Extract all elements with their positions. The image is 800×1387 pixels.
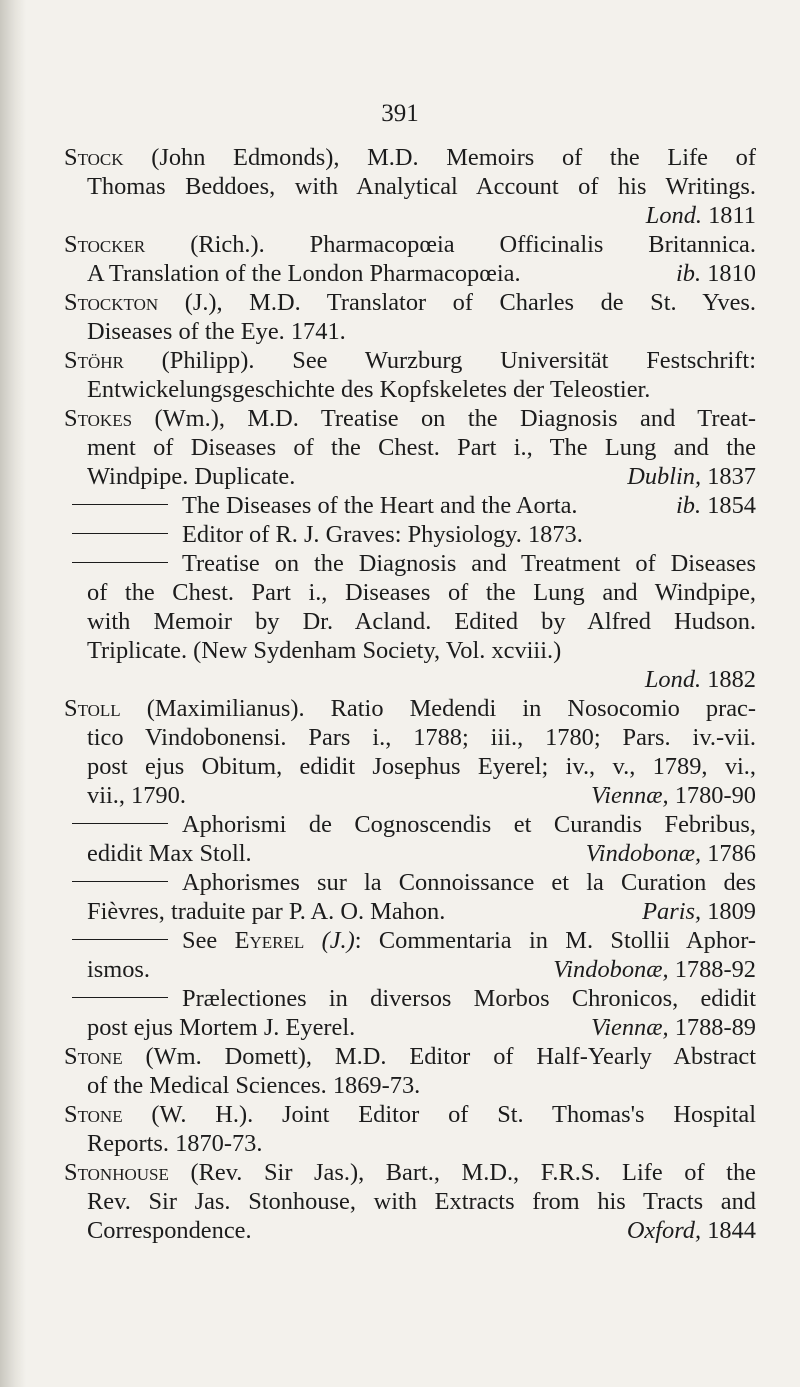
entry-stoll-aphorismi: Aphorismi de Cognoscendis et Curandis Febribus, edidit Max Stoll. Vindobonæ, 1786 [64, 810, 756, 868]
entry-author: Stöhr [64, 347, 124, 374]
entry-imprint: Lond. 1882 [644, 666, 756, 693]
entry-stokes-graves: Editor of R. J. Graves: Physiology. 1873. [64, 520, 756, 549]
entry-author: Stokes [64, 405, 133, 432]
entry-author: Stockton [64, 289, 159, 316]
entry-author: Stone [64, 1043, 123, 1070]
entry-imprint: Paris, 1809 [642, 898, 756, 925]
entry-imprint: Lond. 1811 [645, 202, 756, 229]
entry-author: Stonhouse [64, 1159, 169, 1186]
entry-stoll-aphorismes: Aphorismes sur la Connoissance et la Curation des Fièvres, traduite par P. A. O. Mahon. Paris, 1809 [64, 868, 756, 926]
entry-imprint: Viennæ, 1788-89 [591, 1014, 756, 1041]
entry-imprint: ib. 1854 [676, 492, 756, 519]
page-number: 391 [381, 100, 419, 127]
entry-imprint: Dublin, 1837 [627, 463, 756, 490]
entry-stocker: Stocker (Rich.). Pharmacopœia Officinalis Britannica. A Translation of the London Pharmacopœia. ib. 1810 [64, 231, 756, 287]
entry-stokes-heart: The Diseases of the Heart and the Aorta. ib. 1854 [64, 491, 756, 520]
entry-stock: Stock (John Edmonds), M.D. Memoirs of the Life of Thomas Beddoes, with Analytical Account of his Writings. Lond. 1811 [64, 144, 756, 229]
ditto-dash [72, 562, 168, 563]
entry-author: Stoll [64, 695, 121, 722]
entry-stoll: Stoll (Maximilianus). Ratio Medendi in Nosocomio prac- tico Vindobonensi. Pars i., 1788; iii., 1780; Pars. iv.-vii. post ejus Obitum, edidit Josephus Eyerel; iv., v., 1789, vi., vii., 1790. Viennæ, 1780-90 [64, 695, 756, 809]
entry-stone-wh: Stone (W. H.). Joint Editor of St. Thomas's Hospital Reports. 1870-73. [64, 1101, 756, 1157]
entry-author: Stock [64, 144, 124, 171]
entry-imprint: Oxford, 1844 [626, 1217, 756, 1244]
entry-stonhouse: Stonhouse (Rev. Sir Jas.), Bart., M.D., F.R.S. Life of the Rev. Sir Jas. Stonhouse, with Extracts from his Tracts and Correspondence. Oxford, 1844 [64, 1159, 756, 1244]
entry-stone-wm: Stone (Wm. Domett), M.D. Editor of Half-Yearly Abstract of the Medical Sciences. 1869-73. [64, 1043, 756, 1099]
entry-stokes: Stokes (Wm.), M.D. Treatise on the Diagnosis and Treat- ment of Diseases of the Chest. Part i., The Lung and the Windpipe. Duplicate. Dublin, 1837 [64, 405, 756, 490]
entry-author: Stocker [64, 231, 146, 258]
ditto-dash [72, 823, 168, 824]
entry-stokes-treatise: Treatise on the Diagnosis and Treatment of Diseases of the Chest. Part i., Diseases of the Lung and Windpipe, with Memoir by Dr. Acland. Edited by Alfred Hudson. Triplicate. (New Sydenham Society, Vol. xcviii.) Lond. 1882 [64, 549, 756, 694]
ditto-dash [72, 504, 168, 505]
entry-stohr: Stöhr (Philipp). See Wurzburg Universität Festschrift: Entwickelungsgeschichte des Kopfskeletes der Teleostier. [64, 347, 756, 403]
entry-imprint: Viennæ, 1780-90 [591, 782, 756, 809]
entry-stockton: Stockton (J.), M.D. Translator of Charles de St. Yves. Diseases of the Eye. 1741. [64, 289, 756, 345]
ditto-dash [72, 533, 168, 534]
entry-imprint: Vindobonæ, 1786 [585, 840, 756, 867]
entry-stoll-see-eyerel: See Eyerel (J.): Commentaria in M. Stollii Aphor- ismos. Vindobonæ, 1788-92 [64, 926, 756, 984]
ditto-dash [72, 881, 168, 882]
ditto-dash [72, 997, 168, 998]
book-spine-shadow [0, 0, 26, 1387]
entry-author: Stone [64, 1101, 123, 1128]
entry-imprint: ib. 1810 [676, 260, 756, 287]
bibliography-list [64, 143, 756, 1245]
ditto-dash [72, 939, 168, 940]
entry-stoll-praelectiones: Prælectiones in diversos Morbos Chronicos, edidit post ejus Mortem J. Eyerel. Viennæ, 1788-89 [64, 984, 756, 1042]
entry-imprint: Vindobonæ, 1788-92 [553, 956, 756, 983]
